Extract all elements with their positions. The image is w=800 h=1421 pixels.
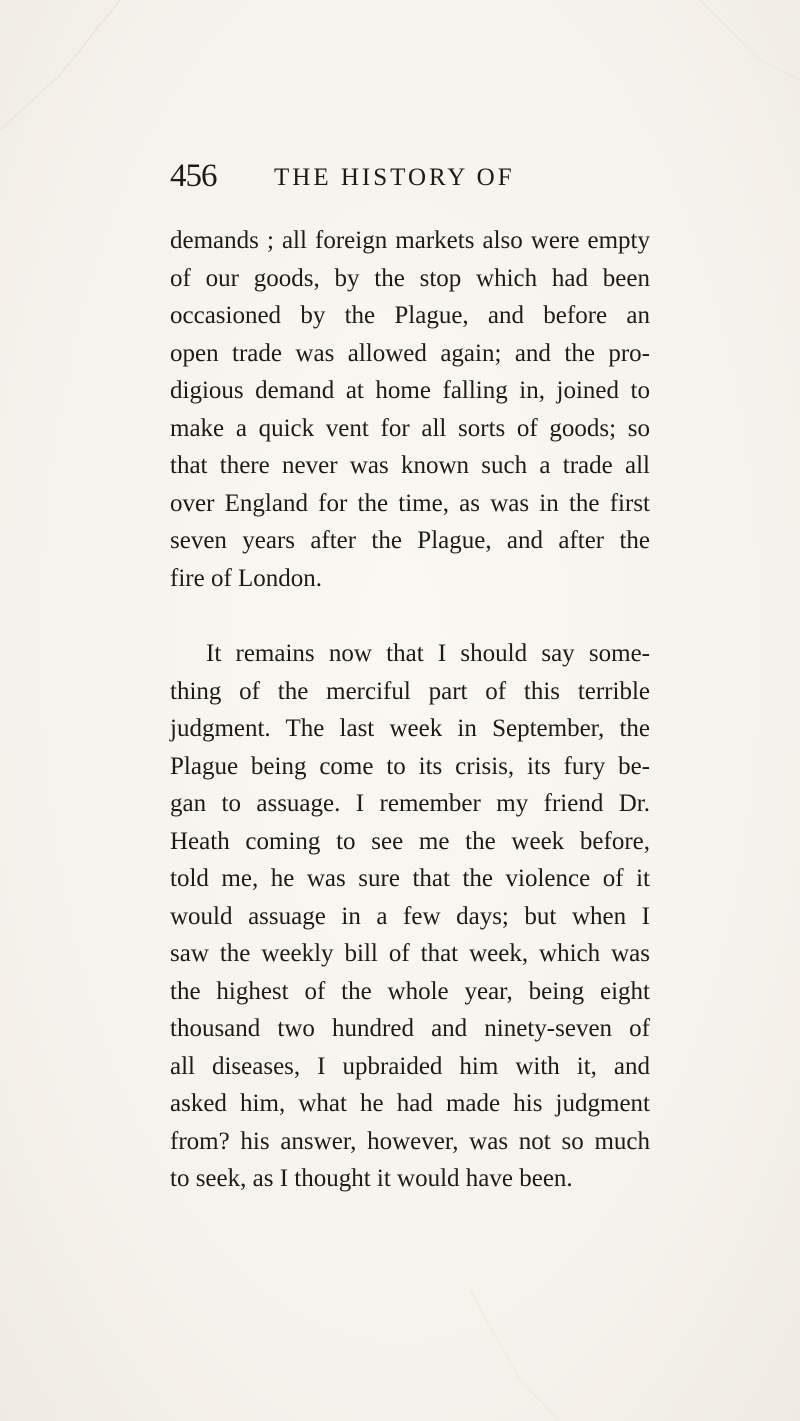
text-line: asked him, what he had made his judgment [170,1090,650,1117]
text-line: saw the weekly bill of that week, which was [170,940,650,967]
text-line: gan to assuage. I remember my friend Dr. [170,790,650,817]
text-line: that there never was known such a trade all [170,452,650,479]
paragraph-spacer [170,597,650,635]
page-header [170,154,640,198]
text-line: Plague being come to its crisis, its fury be- [170,752,650,780]
text-line: over England for the time, as was in the first [170,489,650,517]
text-line: to seek, as I thought it would have been. [170,1165,573,1192]
text-line: make a quick vent for all sorts of goods; so [170,414,650,442]
text-line: occasioned by the Plague, and before an [170,302,650,329]
text-line: judgment. The last week in September, the [170,715,650,742]
paragraph-2 [170,635,650,1198]
text-line: from? his answer, however, was not so much [170,1127,650,1155]
text-line: the highest of the whole year, being eight [170,977,650,1005]
paragraph-1 [170,222,650,597]
text-line: thousand two hundred and ninety-seven of [170,1015,650,1042]
text-line: Heath coming to see me the week before, [170,827,650,855]
text-line: digious demand at home falling in, joined to [170,377,650,404]
text-line: of our goods, by the stop which had been [170,264,650,292]
text-line: fire of London. [170,564,323,592]
text-line: thing of the merciful part of this terrible [170,677,650,705]
text-line: told me, he was sure that the violence of it [170,865,650,892]
text-line: all diseases, I upbraided him with it, and [170,1052,650,1080]
text-line: seven years after the Plague, and after the [170,527,650,554]
text-line: would assuage in a few days; but when I [170,902,650,930]
page-number: 456 [170,158,217,194]
text-line: demands ; all foreign markets also were empty [170,227,650,254]
body-text [170,222,650,1198]
text-line: It remains now that I should say some- [206,640,650,667]
text-line: open trade was allowed again; and the pro- [170,339,650,367]
running-head: THE HISTORY OF [274,164,515,191]
